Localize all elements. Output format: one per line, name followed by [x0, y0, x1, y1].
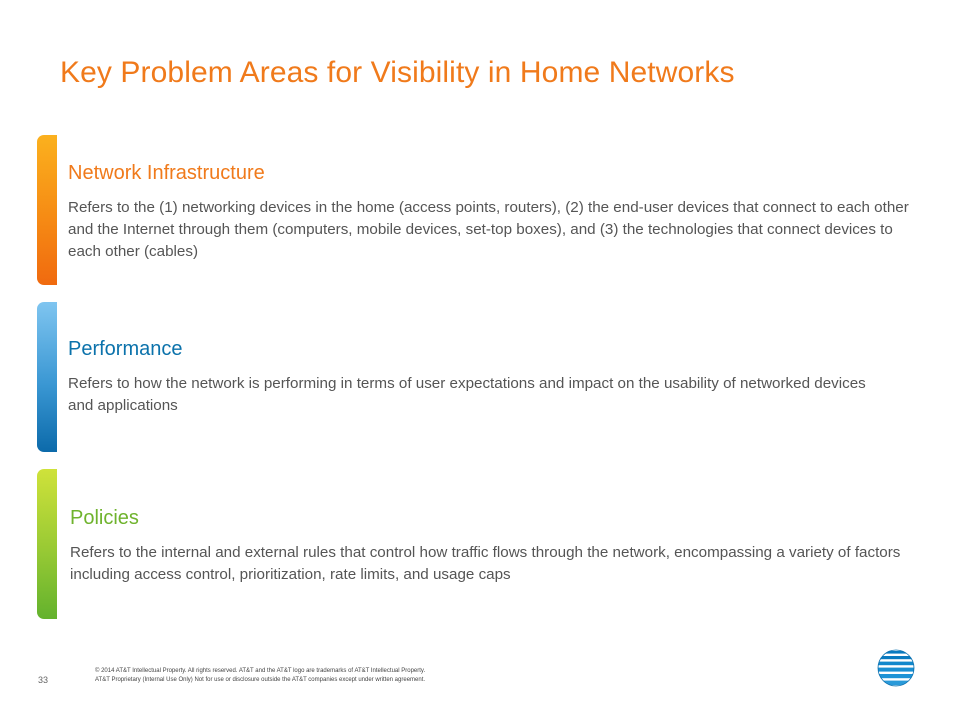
section-heading-policies: Policies [70, 507, 139, 529]
section-heading-network-infrastructure: Network Infrastructure [68, 162, 265, 184]
legal-footer-line-2: AT&T Proprietary (Internal Use Only) Not for use or disclosure outside the AT&T companies except under written agreement. [95, 677, 426, 683]
accent-bar-network-infrastructure [37, 135, 57, 285]
page-number: 33 [38, 675, 49, 685]
accent-bar-policies [37, 469, 57, 619]
legal-footer [95, 667, 425, 685]
slide-title: Key Problem Areas for Visibility in Home Networks [60, 56, 735, 89]
section-body-performance: Refers to how the network is performing in terms of user expectations and impact on the usability of networked devices and applications [68, 375, 866, 414]
section-body-network-infrastructure: Refers to the (1) networking devices in the home (access points, routers), (2) the end-user devices that connect to each other and the Internet through them (computers, mobile devices, set-top boxes), and (3) the technologies that connect devices to each other (cables) [68, 199, 909, 260]
section-body-policies: Refers to the internal and external rules that control how traffic flows through the network, encompassing a variety of factors including access control, prioritization, rate limits, and usage caps [70, 544, 901, 583]
accent-bar-performance [37, 302, 57, 452]
att-globe-icon [876, 648, 916, 688]
section-heading-performance: Performance [68, 338, 183, 360]
legal-footer-line-1: © 2014 AT&T Intellectual Property. All rights reserved. AT&T and the AT&T logo are trademarks of AT&T Intellectual Property. [95, 668, 426, 674]
